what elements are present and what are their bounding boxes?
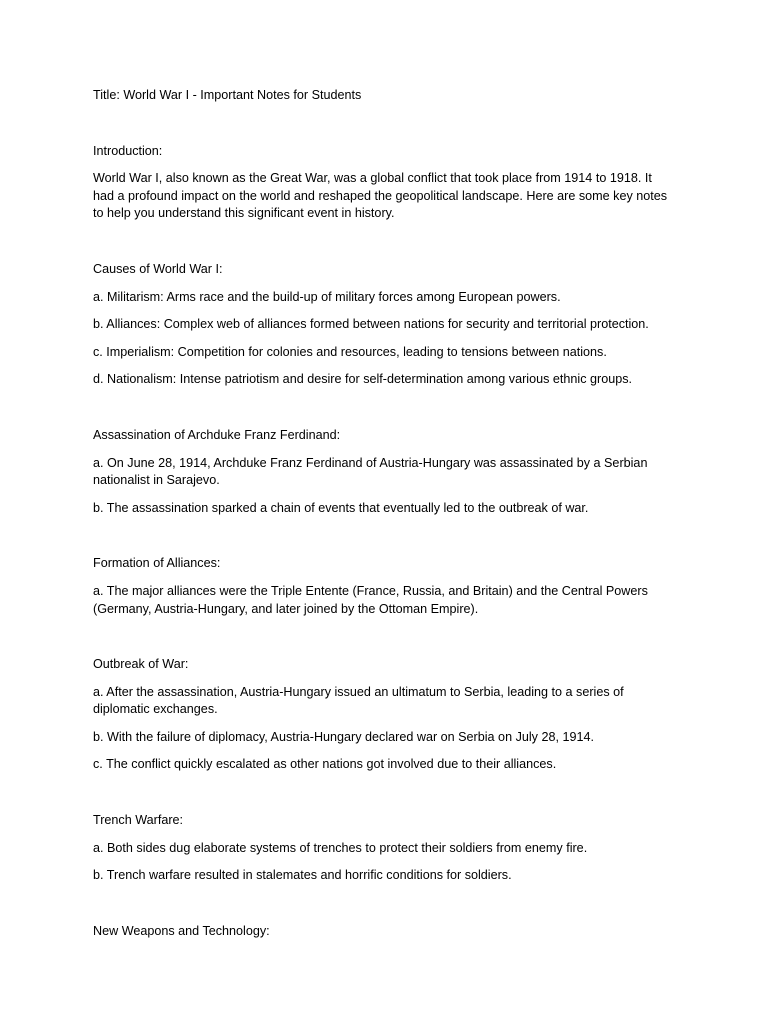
section-trench-warfare bbox=[93, 812, 676, 885]
section-outbreak bbox=[93, 656, 676, 774]
section-introduction bbox=[93, 143, 676, 223]
list-item: c. The conflict quickly escalated as other nations got involved due to their alliances. bbox=[93, 757, 557, 772]
list-item: d. Nationalism: Intense patriotism and desire for self-determination among various ethnic groups. bbox=[93, 372, 633, 387]
paragraph: World War I, also known as the Great War, was a global conflict that took place from 1914 to 1918. It had a profound impact on the world and reshaped the geopolitical landscape. Here are some key notes to help you understand this significant event in history. bbox=[93, 171, 668, 221]
list-item: b. Alliances: Complex web of alliances formed between nations for security and territorial protection. bbox=[93, 317, 649, 332]
section-weapons bbox=[93, 923, 676, 941]
section-heading: Introduction: bbox=[93, 143, 163, 158]
section-heading: Formation of Alliances: bbox=[93, 556, 221, 571]
list-item: b. With the failure of diplomacy, Austria-Hungary declared war on Serbia on July 28, 1914. bbox=[93, 729, 594, 744]
document-title: Title: World War I - Important Notes for Students bbox=[93, 88, 362, 102]
list-item: a. The major alliances were the Triple Entente (France, Russia, and Britain) and the Central Powers (Germany, Austria-Hungary, and later joined by the Ottoman Empire). bbox=[93, 583, 648, 616]
list-item: a. Both sides dug elaborate systems of trenches to protect their soldiers from enemy fire. bbox=[93, 840, 588, 855]
list-item: a. After the assassination, Austria-Hungary issued an ultimatum to Serbia, leading to a series of diplomatic exchanges. bbox=[93, 684, 624, 717]
section-causes bbox=[93, 261, 676, 389]
list-item: a. On June 28, 1914, Archduke Franz Ferdinand of Austria-Hungary was assassinated by a Serbian nationalist in Sarajevo. bbox=[93, 455, 648, 488]
section-heading: Assassination of Archduke Franz Ferdinand: bbox=[93, 427, 341, 442]
section-alliances bbox=[93, 555, 676, 618]
section-heading: New Weapons and Technology: bbox=[93, 923, 270, 938]
list-item: b. The assassination sparked a chain of events that eventually led to the outbreak of war. bbox=[93, 500, 589, 515]
section-heading: Causes of World War I: bbox=[93, 261, 223, 276]
section-heading: Outbreak of War: bbox=[93, 657, 189, 672]
list-item: b. Trench warfare resulted in stalemates and horrific conditions for soldiers. bbox=[93, 868, 512, 883]
section-heading: Trench Warfare: bbox=[93, 813, 184, 828]
list-item: a. Militarism: Arms race and the build-up of military forces among European powers. bbox=[93, 289, 561, 304]
section-assassination bbox=[93, 427, 676, 517]
list-item: c. Imperialism: Competition for colonies and resources, leading to tensions between nations. bbox=[93, 344, 607, 359]
